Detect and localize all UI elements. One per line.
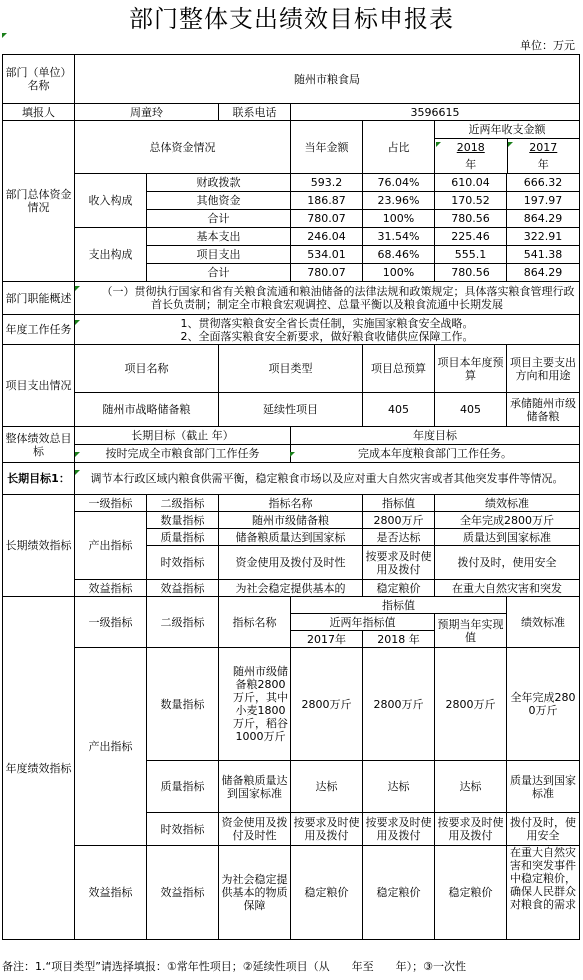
dept-row <box>3 55 580 104</box>
year-ind-2018: 达标 <box>363 761 435 813</box>
project-header-row <box>3 345 580 393</box>
funds-recent-header <box>435 121 580 174</box>
income-2018: 610.04 <box>435 174 507 192</box>
unit-label: 单位：万元 <box>520 39 575 52</box>
year-ind-l2-header: 二级指标 <box>147 597 219 648</box>
year-ind-value-header: 指标值 <box>291 597 507 614</box>
year-benefit-2018: 稳定粮价 <box>363 846 435 940</box>
overall-goal-label: 整体绩效总目标 <box>3 427 75 463</box>
phone-label: 联系电话 <box>219 104 291 121</box>
long-benefit-standard: 在重大自然灾害和突发 <box>435 580 580 597</box>
long-ind-row <box>3 512 580 529</box>
year-goal-header: 年度目标 <box>291 427 580 445</box>
annual-task-row <box>3 315 580 345</box>
comment-marker-icon <box>75 452 80 457</box>
year-ind-standard-header: 绩效标准 <box>507 597 580 648</box>
phone-value: 3596615 <box>291 104 580 121</box>
duty-text: （一）贯彻执行国家和省有关粮食流通和粮油储备的法律法规和政策规定；具体落实粮食管理行政首长负责制；制定全市粮食宏观调控、总量平衡以及粮食流通中长期发展 <box>75 282 580 315</box>
expense-amount: 780.07 <box>291 264 363 282</box>
annual-task-label: 年度工作任务 <box>3 315 75 345</box>
project-year-budget: 405 <box>435 393 507 427</box>
long-ind-value: 按要求及时使用及拨付 <box>363 546 435 580</box>
income-amount: 780.07 <box>291 210 363 228</box>
long-ind-header-row <box>3 495 580 512</box>
expense-name: 项目支出 <box>147 246 291 264</box>
long-ind-standard: 全年完成2800万斤 <box>435 512 580 529</box>
comment-marker-icon <box>436 142 441 147</box>
form-title: 部门整体支出绩效目标申报表 <box>129 5 454 33</box>
funds-ratio-header: 占比 <box>363 121 435 174</box>
comment-marker-icon <box>2 33 7 38</box>
year-ind-2018: 按要求及时使用及拨付 <box>363 813 435 846</box>
project-budget-header: 项目总预算 <box>363 345 435 393</box>
income-2017: 666.32 <box>507 174 580 192</box>
expense-ratio: 31.54% <box>363 228 435 246</box>
comment-marker-icon <box>75 320 80 325</box>
income-2017: 197.97 <box>507 192 580 210</box>
expense-2017: 541.38 <box>507 246 580 264</box>
expense-name: 基本支出 <box>147 228 291 246</box>
year-ind-name: 资金使用及拨付及时性 <box>219 813 291 846</box>
long-benefit-value: 稳定粮价 <box>363 580 435 597</box>
long-benefit-row <box>3 580 580 597</box>
long-ind-l1-header: 一级指标 <box>75 495 147 512</box>
filler-label: 填报人 <box>3 104 75 121</box>
project-year-budget-header: 项目本年度预算 <box>435 345 507 393</box>
long-ind-standard: 拨付及时，使用安全 <box>435 546 580 580</box>
year-ind-l2: 数量指标 <box>147 648 219 761</box>
funds-amount-header: 当年金额 <box>291 121 363 174</box>
overall-goal-header-row <box>3 427 580 445</box>
year-ind-expected: 按要求及时使用及拨付 <box>435 813 507 846</box>
project-name-header: 项目名称 <box>75 345 219 393</box>
duty-row <box>3 282 580 315</box>
funds-overall-header: 总体资金情况 <box>75 121 291 174</box>
income-2017: 864.29 <box>507 210 580 228</box>
year-benefit-row <box>3 846 580 940</box>
long-ind-standard-header: 绩效标准 <box>435 495 580 512</box>
year-ind-2017-header: 2017年 <box>291 631 363 648</box>
year-ind-expected: 达标 <box>435 761 507 813</box>
long-ind-standard: 质量达到国家标准 <box>435 529 580 546</box>
long-goal-text: 按时完成全市粮食部门工作任务 <box>75 445 291 463</box>
income-name: 其他资金 <box>147 192 291 210</box>
long-ind-name-header: 指标名称 <box>219 495 363 512</box>
project-label: 项目支出情况 <box>3 345 75 427</box>
year-ind-2018: 2800万斤 <box>363 648 435 761</box>
footnote: 备注：1.“项目类型”请选择填报：①常年性项目；②延续性项目（从 年至 年）；③一次性 <box>2 960 466 973</box>
project-row <box>3 393 580 427</box>
duty-label: 部门职能概述 <box>3 282 75 315</box>
long-ind-name: 资金使用及拨付及时性 <box>219 546 363 580</box>
filler-row <box>3 104 580 121</box>
long-benefit-l1: 效益指标 <box>75 580 147 597</box>
annual-task-line: 2、全面落实粮食安全新要求，做好粮食收储供应保障工作。 <box>180 329 474 343</box>
income-2018: 780.56 <box>435 210 507 228</box>
year-ind-row <box>3 648 580 761</box>
income-amount: 186.87 <box>291 192 363 210</box>
year-benefit-l1: 效益指标 <box>75 846 147 940</box>
long-benefit-name: 为社会稳定提供基本的 <box>219 580 363 597</box>
year-benefit-2017: 稳定粮价 <box>291 846 363 940</box>
funds-header-row <box>3 121 580 174</box>
year-benefit-l2: 效益指标 <box>147 846 219 940</box>
expense-2018: 780.56 <box>435 264 507 282</box>
expense-ratio: 100% <box>363 264 435 282</box>
expense-2018: 555.1 <box>435 246 507 264</box>
year-ind-expected: 2800万斤 <box>435 648 507 761</box>
year-ind-name: 储备粮质量达到国家标准 <box>219 761 291 813</box>
year-ind-name: 随州市级储备粮2800万斤，其中小麦1800万斤，稻谷1000万斤 <box>219 648 291 761</box>
comment-marker-icon <box>508 142 513 147</box>
long-ind-label: 长期绩效指标 <box>3 495 75 597</box>
long-ind-l2: 数量指标 <box>147 512 219 529</box>
year-benefit-name: 为社会稳定提供基本的物质保障 <box>219 846 291 940</box>
year-ind-header-row <box>3 597 580 614</box>
year-benefit-standard: 在重大自然灾害和突发事件中稳定粮价，确保人民群众对粮食的需求 <box>507 846 580 940</box>
annual-task-text <box>75 315 580 345</box>
funds-section-label: 部门总体资金情况 <box>3 121 75 282</box>
income-row <box>3 174 580 192</box>
year-ind-l1-header: 一级指标 <box>75 597 147 648</box>
year-output-label: 产出指标 <box>75 648 147 846</box>
expense-2017: 864.29 <box>507 264 580 282</box>
year-ind-standard: 拨付及时，使用安全 <box>507 813 580 846</box>
long-goal1-row <box>3 463 580 495</box>
project-direction: 承储随州市级储备粮 <box>507 393 580 427</box>
long-goal1-text: 调节本行政区域内粮食供需平衡，稳定粮食市场以及应对重大自然灾害或者其他突发事件等情况。 <box>75 463 580 495</box>
project-type-header: 项目类型 <box>219 345 363 393</box>
expense-row <box>3 228 580 246</box>
annual-task-line: 1、贯彻落实粮食安全省长责任制，实施国家粮食安全战略。 <box>180 316 474 330</box>
long-output-label: 产出指标 <box>75 512 147 580</box>
expense-ratio: 68.46% <box>363 246 435 264</box>
year-ind-l2: 质量指标 <box>147 761 219 813</box>
income-ratio: 23.96% <box>363 192 435 210</box>
expense-amount: 534.01 <box>291 246 363 264</box>
income-ratio: 100% <box>363 210 435 228</box>
dept-value: 随州市粮食局 <box>75 55 580 104</box>
expense-2017: 322.91 <box>507 228 580 246</box>
income-amount: 593.2 <box>291 174 363 192</box>
year-ind-recent-header: 近两年指标值 <box>291 614 435 631</box>
year-ind-2018-header: 2018 年 <box>363 631 435 648</box>
long-ind-value: 2800万斤 <box>363 512 435 529</box>
dept-label: 部门（单位）名称 <box>3 55 75 104</box>
project-name: 随州市战略储备粮 <box>75 393 219 427</box>
long-ind-value: 是否达标 <box>363 529 435 546</box>
comment-marker-icon <box>75 470 80 475</box>
income-2018: 170.52 <box>435 192 507 210</box>
year-benefit-expected: 稳定粮价 <box>435 846 507 940</box>
performance-form-table <box>2 54 580 940</box>
year-ind-standard: 全年完成2800万斤 <box>507 648 580 761</box>
comment-marker-icon <box>290 452 295 457</box>
long-ind-name: 储备粮质量达到国家标 <box>219 529 363 546</box>
long-ind-value-header: 指标值 <box>363 495 435 512</box>
income-ratio: 76.04% <box>363 174 435 192</box>
year-2017-header: 2017 年 <box>529 141 558 171</box>
year-ind-label: 年度绩效指标 <box>3 597 75 940</box>
year-ind-2017: 2800万斤 <box>291 648 363 761</box>
long-ind-l2-header: 二级指标 <box>147 495 219 512</box>
long-ind-name: 随州市级储备粮 <box>219 512 363 529</box>
income-name: 财政拨款 <box>147 174 291 192</box>
project-direction-header: 项目主要支出方向和用途 <box>507 345 580 393</box>
expense-2018: 225.46 <box>435 228 507 246</box>
comment-marker-icon <box>75 286 80 291</box>
income-name: 合计 <box>147 210 291 228</box>
income-label: 收入构成 <box>75 174 147 228</box>
long-ind-l2: 质量指标 <box>147 529 219 546</box>
year-goal-text: 完成本年度粮食部门工作任务。 <box>291 445 580 463</box>
expense-name: 合计 <box>147 264 291 282</box>
long-goal1-label: 长期目标1： <box>3 463 75 495</box>
long-goal-header: 长期目标（截止 年） <box>75 427 291 445</box>
year-ind-2017: 达标 <box>291 761 363 813</box>
project-type: 延续性项目 <box>219 393 363 427</box>
year-ind-l2: 时效指标 <box>147 813 219 846</box>
year-ind-expected-header: 预期当年实现值 <box>435 614 507 648</box>
long-benefit-l2: 效益指标 <box>147 580 219 597</box>
expense-amount: 246.04 <box>291 228 363 246</box>
filler-name: 周童玲 <box>75 104 219 121</box>
long-ind-l2: 时效指标 <box>147 546 219 580</box>
year-ind-2017: 按要求及时使用及拨付 <box>291 813 363 846</box>
project-budget: 405 <box>363 393 435 427</box>
year-ind-name-header: 指标名称 <box>219 597 291 648</box>
year-2018-header: 2018 年 <box>435 139 508 173</box>
expense-label: 支出构成 <box>75 228 147 282</box>
recent-years-label: 近两年收支金额 <box>468 123 546 136</box>
year-ind-standard: 质量达到国家标准 <box>507 761 580 813</box>
